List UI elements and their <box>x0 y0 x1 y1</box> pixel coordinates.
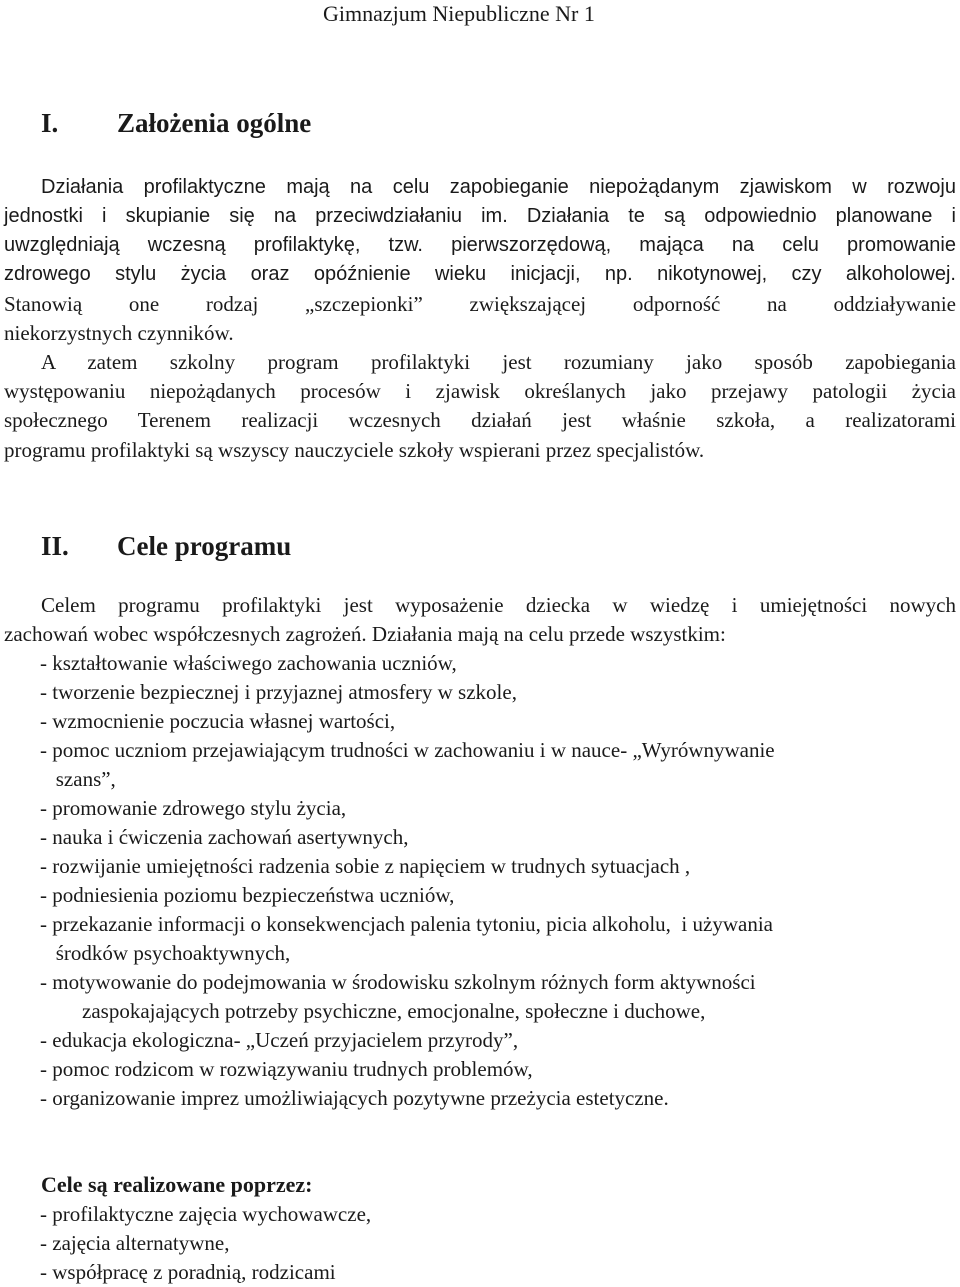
list-item: - wzmocnienie poczucia własnej wartości, <box>40 709 396 733</box>
paragraph-line: programu profilaktyki są wszyscy nauczyciele szkoły wspierani przez specjalistów. <box>4 438 705 462</box>
paragraph-line: zdrowego stylu życia oraz opóźnienie wieku inicjacji, np. nikotynowej, czy alkoholowej. <box>4 263 956 285</box>
list-item: - motywowanie do podejmowania w środowisku szkolnym różnych form aktywności <box>40 970 756 994</box>
paragraph-line: niekorzystnych czynników. <box>4 321 234 345</box>
section-1-title: Założenia ogólne <box>117 108 312 138</box>
list-item: - tworzenie bezpiecznej i przyjaznej atmosfery w szkole, <box>40 680 517 704</box>
list-item: środków psychoaktywnych, <box>40 941 291 965</box>
list-item: - kształtowanie właściwego zachowania uczniów, <box>40 651 457 675</box>
list-item: - przekazanie informacji o konsekwencjach palenia tytoniu, picia alkoholu, i używania <box>40 912 773 936</box>
section-2-number: II. <box>41 531 69 561</box>
list-item: - współpracę z poradnią, rodzicami <box>40 1260 336 1284</box>
realization-heading: Cele są realizowane poprzez: <box>41 1172 313 1197</box>
section-1-heading <box>41 107 641 141</box>
paragraph-line: Celem programu profilaktyki jest wyposażenie dziecka w wiedzę i umiejętności nowych <box>41 593 956 617</box>
document-header: Gimnazjum Niepubliczne Nr 1 <box>323 1 595 26</box>
list-item: - rozwijanie umiejętności radzenia sobie z napięciem w trudnych sytuacjach , <box>40 854 691 878</box>
paragraph-line: uwzględniają wczesną profilaktykę, tzw. pierwszorzędową, mająca na celu promowanie <box>4 234 956 256</box>
list-item: zaspokajających potrzeby psychiczne, emocjonalne, społeczne i duchowe, <box>40 999 706 1023</box>
list-item: - nauka i ćwiczenia zachowań asertywnych, <box>40 825 409 849</box>
section-1-number: I. <box>41 108 59 138</box>
list-item: - podniesienia poziomu bezpieczeństwa uczniów, <box>40 883 455 907</box>
list-item: - organizowanie imprez umożliwiających pozytywne przeżycia estetyczne. <box>40 1086 669 1110</box>
paragraph-line: występowaniu niepożądanych procesów i zjawisk określanych jako przejawy patologii życia <box>4 379 956 403</box>
list-item: - pomoc rodzicom w rozwiązywaniu trudnych problemów, <box>40 1057 533 1081</box>
paragraph-line: A zatem szkolny program profilaktyki jest rozumiany jako sposób zapobiegania <box>41 350 956 374</box>
list-item: - profilaktyczne zajęcia wychowawcze, <box>40 1202 372 1226</box>
list-item: - promowanie zdrowego stylu życia, <box>40 796 347 820</box>
list-item: szans”, <box>40 767 116 791</box>
list-item: - edukacja ekologiczna- „Uczeń przyjacielem przyrody”, <box>40 1028 519 1052</box>
list-item: - zajęcia alternatywne, <box>40 1231 230 1255</box>
paragraph-line: społecznego Terenem realizacji wczesnych działań jest właśnie szkoła, a realizatorami <box>4 408 956 432</box>
list-item: - pomoc uczniom przejawiającym trudności w zachowaniu i w nauce- „Wyrównywanie <box>40 738 775 762</box>
paragraph-line: zachowań wobec współczesnych zagrożeń. Działania mają na celu przede wszystkim: <box>4 622 726 646</box>
section-2-heading <box>41 530 641 564</box>
paragraph-line: Działania profilaktyczne mają na celu zapobieganie niepożądanym zjawiskom w rozwoju <box>41 176 956 198</box>
paragraph-line: Stanowią one rodzaj „szczepionki” zwiększającej odporność na oddziaływanie <box>4 292 956 316</box>
paragraph-line: jednostki i skupianie się na przeciwdziałaniu im. Działania te są odpowiednio planowane i <box>4 205 956 227</box>
section-2-title: Cele programu <box>117 531 292 561</box>
